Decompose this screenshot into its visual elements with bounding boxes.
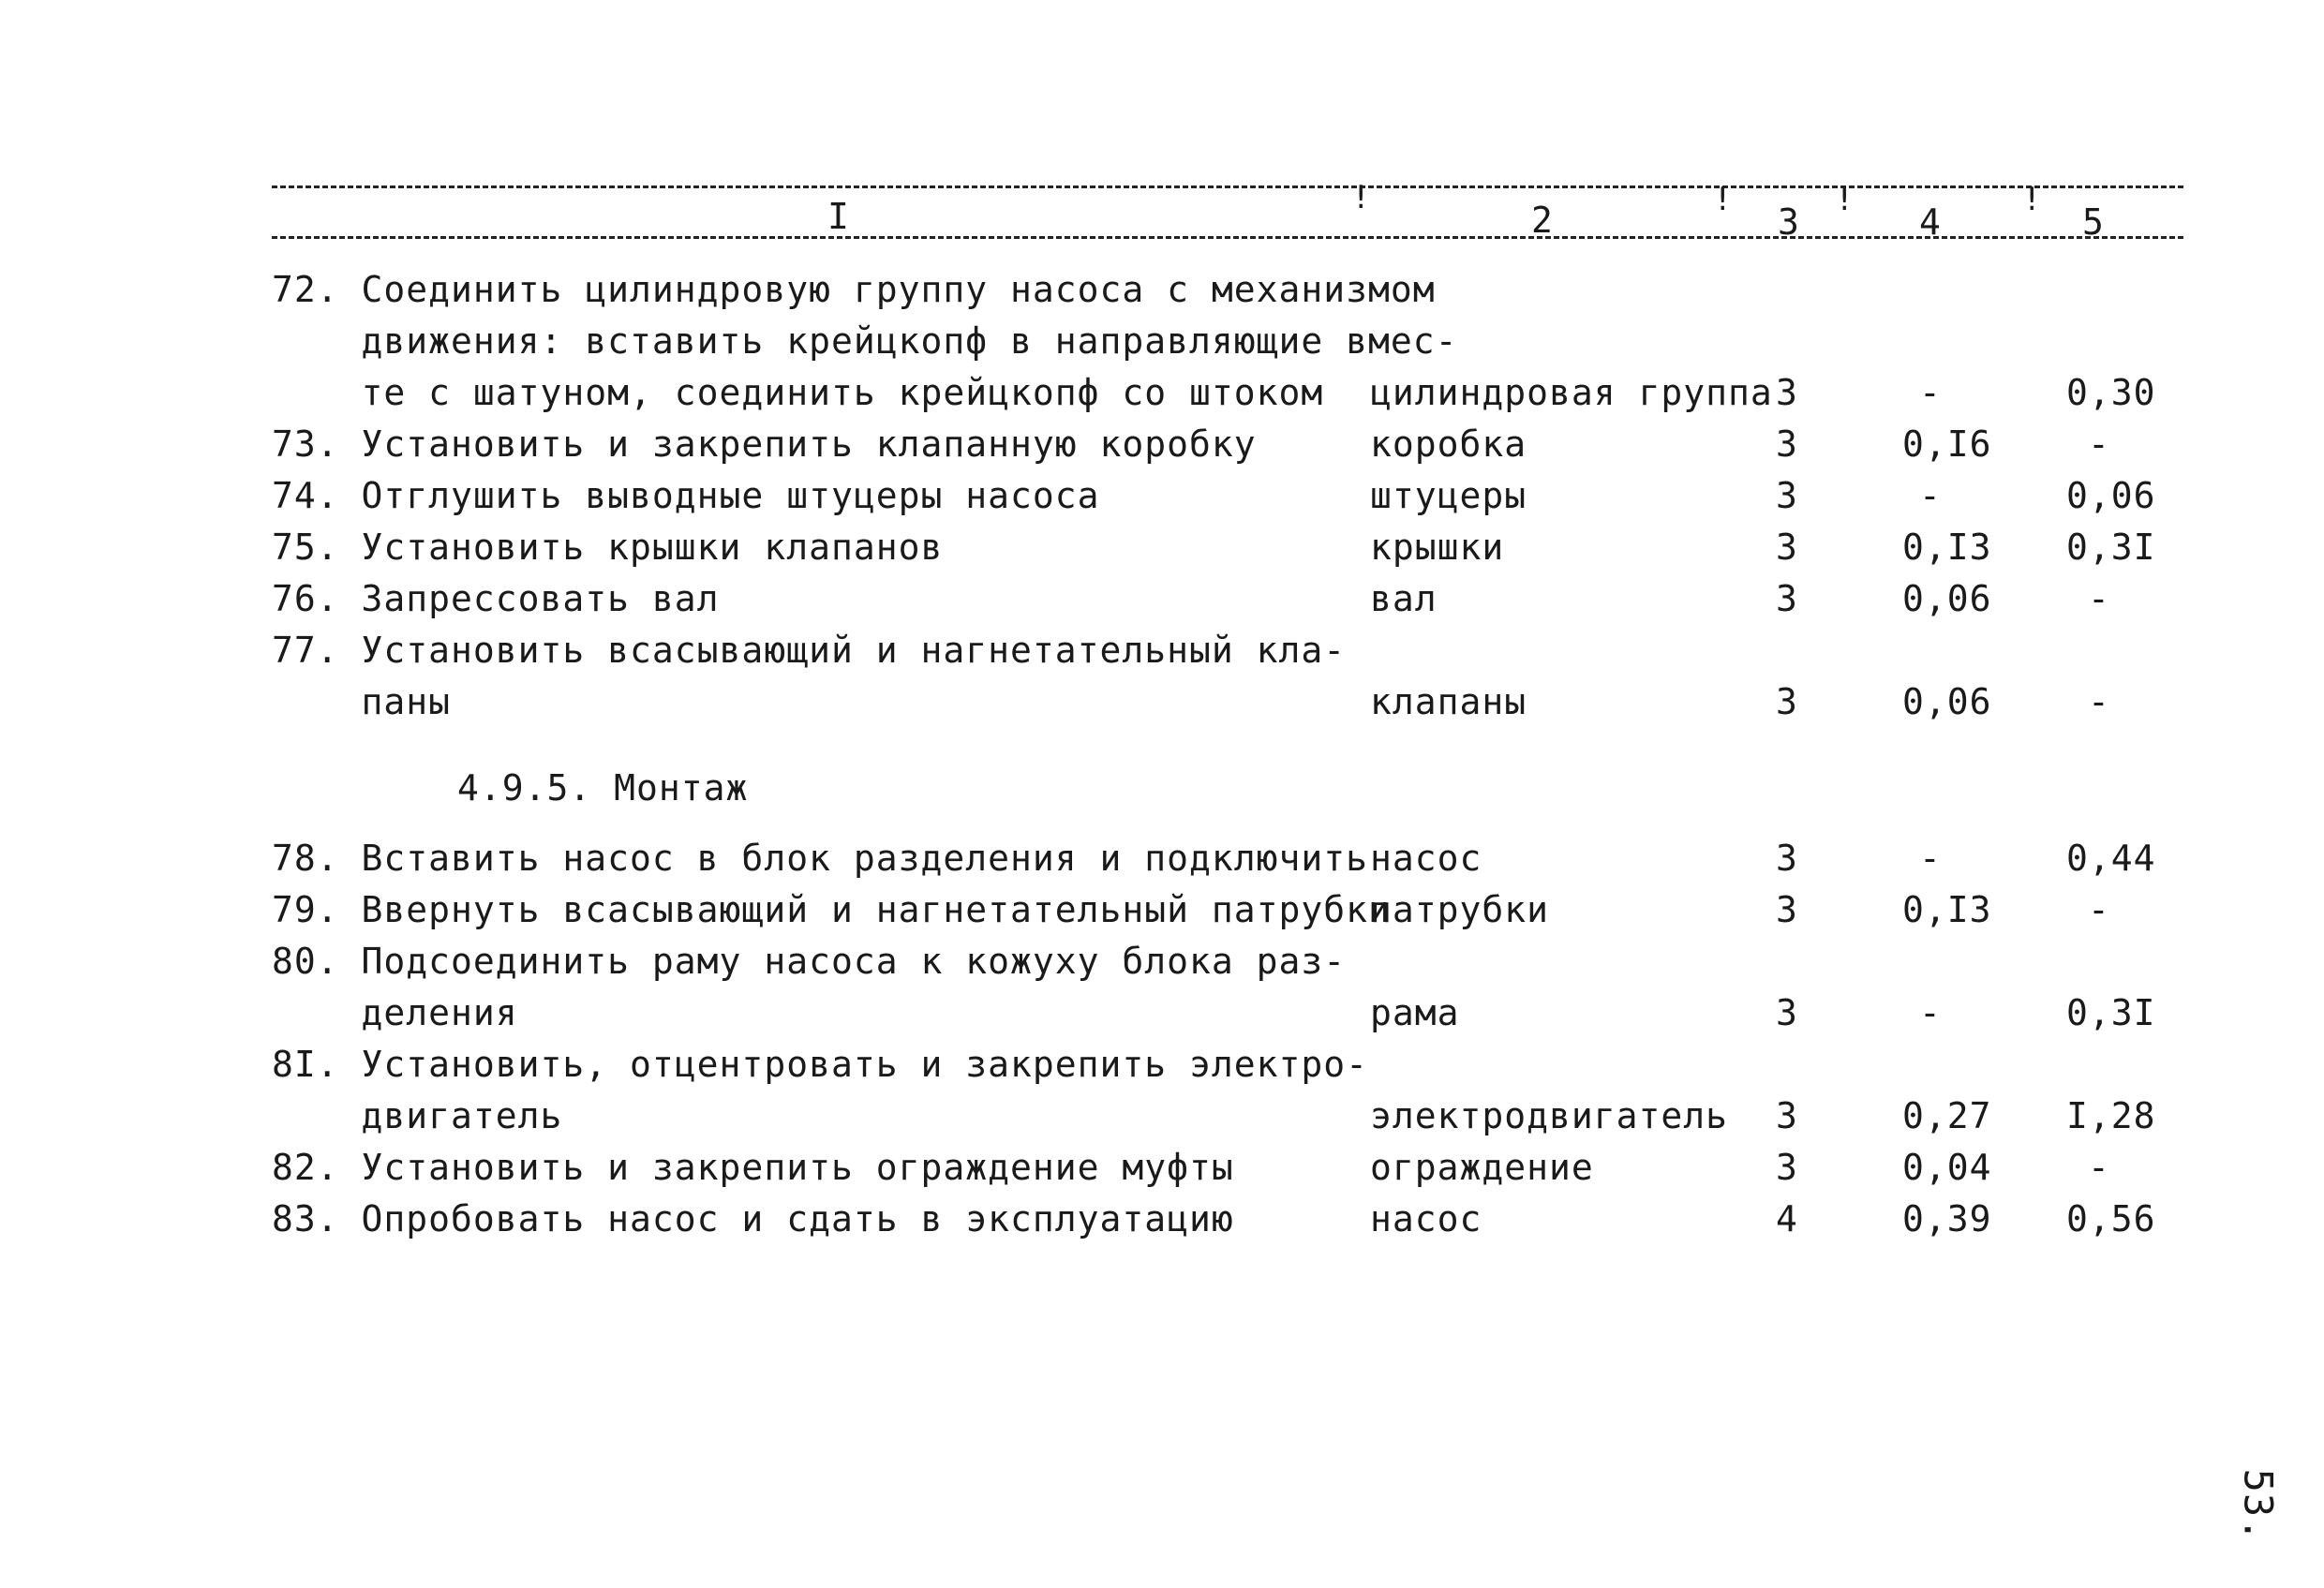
object-name: насос (1370, 1198, 1482, 1239)
category-value: 3 (1776, 475, 1798, 516)
operation-text: 80. Подсоединить раму насоса к кожуху блока раз- (272, 941, 1347, 982)
object-name: штуцеры (1370, 475, 1527, 516)
object-name: патрубки (1370, 889, 1550, 930)
category-value: 3 (1776, 681, 1798, 722)
column-separator: ! (2022, 181, 2043, 218)
object-name: вал (1370, 578, 1438, 619)
column-header-5: 5 (2082, 201, 2105, 243)
category-value: 3 (1776, 889, 1798, 930)
object-name: крышки (1370, 527, 1505, 568)
time-value-4: 0,I3 (1902, 889, 1992, 930)
category-value: 3 (1776, 372, 1798, 413)
time-value-5: - (2088, 578, 2110, 619)
time-value-5: 0,06 (2066, 475, 2156, 516)
operation-text: 72. Соединить цилиндровую группу насоса с механизмом (272, 269, 1436, 310)
column-header-4: 4 (1919, 201, 1942, 243)
time-value-4: - (1919, 475, 1942, 516)
time-value-4: 0,27 (1902, 1095, 1992, 1136)
time-value-4: 0,I3 (1902, 527, 1992, 568)
time-value-5: I,28 (2066, 1095, 2156, 1136)
time-value-5: 0,3I (2066, 527, 2156, 568)
operation-text: 74. Отглушить выводные штуцеры насоса (272, 475, 1100, 516)
category-value: 3 (1776, 838, 1798, 879)
object-name: насос (1370, 838, 1482, 879)
page-number: 53. (2235, 1468, 2282, 1543)
time-value-4: - (1919, 372, 1942, 413)
operation-text: 82. Установить и закрепить ограждение муфты (272, 1147, 1234, 1188)
category-value: 3 (1776, 527, 1798, 568)
object-name: ограждение (1370, 1147, 1594, 1188)
column-header-2: 2 (1531, 200, 1554, 241)
operation-text: 77. Установить всасывающий и нагнетательный кла- (272, 630, 1347, 671)
time-value-4: - (1919, 992, 1942, 1033)
operation-text: 8I. Установить, отцентровать и закрепить электро- (272, 1044, 1369, 1085)
object-name: цилиндровая группа (1370, 372, 1773, 413)
category-value: 4 (1776, 1198, 1798, 1239)
category-value: 3 (1776, 992, 1798, 1033)
operation-text: 76. Запрессовать вал (272, 578, 720, 619)
operation-text: двигатель (272, 1095, 563, 1136)
time-value-4: - (1919, 838, 1942, 879)
column-separator: ! (1351, 179, 1372, 216)
operation-text: 83. Опробовать насос и сдать в эксплуатацию (272, 1198, 1234, 1239)
column-separator: ! (1835, 181, 1855, 218)
time-value-5: 0,44 (2066, 838, 2156, 879)
column-header-1: I (827, 196, 850, 237)
operation-text: 73. Установить и закрепить клапанную коробку (272, 423, 1257, 465)
time-value-5: 0,3I (2066, 992, 2156, 1033)
operation-text: 79. Ввернуть всасывающий и нагнетательный патрубки (272, 889, 1391, 930)
time-value-4: 0,06 (1902, 681, 1992, 722)
header-top-rule (272, 186, 2183, 188)
category-value: 3 (1776, 578, 1798, 619)
operation-text: 75. Установить крышки клапанов (272, 527, 944, 568)
category-value: 3 (1776, 1147, 1798, 1188)
time-value-5: - (2088, 889, 2110, 930)
time-value-5: - (2088, 681, 2110, 722)
time-value-5: - (2088, 423, 2110, 465)
time-value-4: 0,39 (1902, 1198, 1992, 1239)
time-value-5: 0,30 (2066, 372, 2156, 413)
operation-text: паны (272, 681, 452, 722)
time-value-5: 0,56 (2066, 1198, 2156, 1239)
object-name: клапаны (1370, 681, 1527, 722)
category-value: 3 (1776, 423, 1798, 465)
time-value-4: 0,I6 (1902, 423, 1992, 465)
time-value-4: 0,06 (1902, 578, 1992, 619)
column-separator: ! (1713, 181, 1734, 218)
object-name: коробка (1370, 423, 1527, 465)
operation-text: те с шатуном, соединить крейцкопф со штоком (272, 372, 1324, 413)
category-value: 3 (1776, 1095, 1798, 1136)
header-bottom-rule (272, 236, 2183, 239)
time-value-4: 0,04 (1902, 1147, 1992, 1188)
object-name: электродвигатель (1370, 1095, 1729, 1136)
column-header-3: 3 (1778, 201, 1800, 243)
operation-text: деления (272, 992, 518, 1033)
operation-text: 78. Вставить насос в блок разделения и подключить (272, 838, 1369, 879)
object-name: рама (1370, 992, 1460, 1033)
time-value-5: - (2088, 1147, 2110, 1188)
operation-text: движения: вставить крейцкопф в направляющие вмес- (272, 320, 1458, 362)
section-title: 4.9.5. Монтаж (457, 767, 749, 809)
